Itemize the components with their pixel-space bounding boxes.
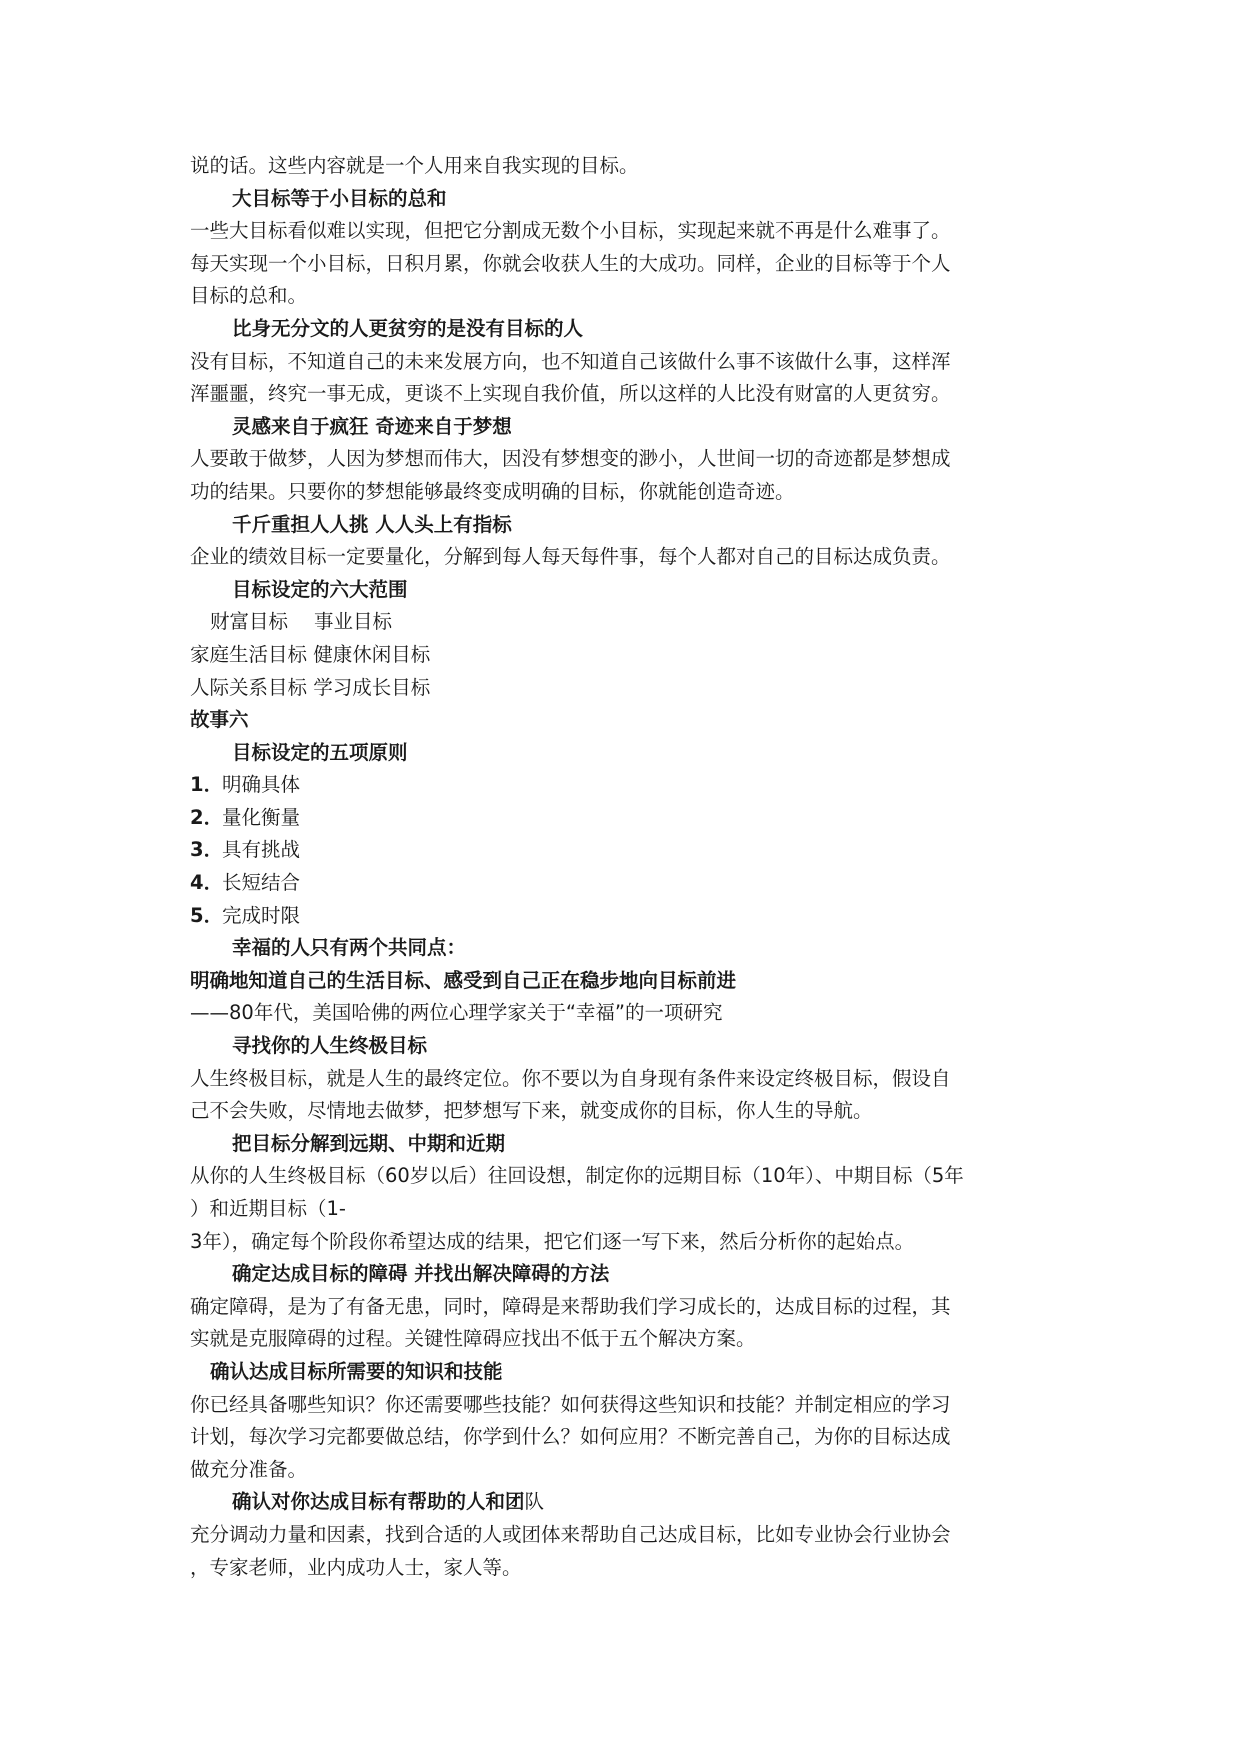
body-text: 充分调动力量和因素，找到合适的人或团体来帮助自己达成目标，比如专业协会行业协会 [190, 1522, 951, 1546]
body-text: 己不会失败，尽情地去做梦，把梦想写下来，就变成你的目标，你人生的导航。 [190, 1099, 873, 1123]
principle-text: 量化衡量 [222, 805, 301, 829]
section-heading: 灵感来自于疯狂 奇迹来自于梦想 [232, 414, 512, 438]
section-heading: 比身无分文的人更贫穷的是没有目标的人 [232, 316, 584, 340]
heading-bold-part: 确认对你达成目标有帮助的人和团 [232, 1490, 525, 1514]
goal-range-row [190, 672, 1060, 705]
body-text: 3年），确定每个阶段你希望达成的结果，把它们逐一写下来，然后分析你的起始点。 [190, 1229, 915, 1253]
principle-item [190, 802, 1060, 835]
body-text: ）和近期目标（1- [190, 1197, 346, 1220]
list-number: 3． [190, 838, 224, 862]
principle-item [190, 769, 1060, 802]
document-body [190, 150, 1060, 1584]
section-heading: 把目标分解到远期、中期和近期 [232, 1131, 506, 1155]
body-text: 一些大目标看似难以实现，但把它分割成无数个小目标，实现起来就不再是什么难事了。 [190, 219, 951, 243]
goal-range-item: 人际关系目标 [190, 675, 308, 699]
body-text: 你已经具备哪些知识？你还需要哪些技能？如何获得这些知识和技能？并制定相应的学习 [190, 1392, 951, 1416]
list-number: 4． [190, 871, 224, 895]
goal-range-row [190, 606, 1060, 639]
principle-text: 长短结合 [222, 871, 301, 895]
body-text: 计划，每次学习完都要做总结，你学到什么？如何应用？不断完善自己，为你的目标达成 [190, 1425, 951, 1449]
principle-item [190, 867, 1060, 900]
heading-normal-part: 队 [524, 1490, 545, 1514]
goal-range-item: 健康休闲目标 [313, 642, 431, 666]
section-heading: 目标设定的五项原则 [232, 740, 408, 764]
research-source: ——80年代，美国哈佛的两位心理学家关于“幸福”的一项研究 [190, 1001, 723, 1025]
section-heading: 确定达成目标的障碍 并找出解决障碍的方法 [232, 1262, 610, 1286]
body-text: 人要敢于做梦，人因为梦想而伟大，因没有梦想变的渺小，人世间一切的奇迹都是梦想成 [190, 447, 951, 471]
happiness-statement: 明确地知道自己的生活目标、感受到自己正在稳步地向目标前进 [190, 968, 737, 992]
goal-range-item: 财富目标 [210, 610, 289, 634]
section-heading [190, 1486, 1060, 1519]
goal-range-item: 家庭生活目标 [190, 642, 308, 666]
body-text: 功的结果。只要你的梦想能够最终变成明确的目标，你就能创造奇迹。 [190, 479, 795, 503]
principle-item [190, 900, 1060, 933]
body-text: 没有目标，不知道自己的未来发展方向，也不知道自己该做什么事不该做什么事，这样浑 [190, 349, 951, 373]
section-heading: 千斤重担人人挑 人人头上有指标 [232, 512, 512, 536]
goal-range-row [190, 639, 1060, 672]
body-text: 每天实现一个小目标，日积月累，你就会收获人生的大成功。同样，企业的目标等于个人 [190, 251, 951, 275]
body-text: 实就是克服障碍的过程。关键性障碍应找出不低于五个解决方案。 [190, 1327, 756, 1351]
body-text: 确定障碍，是为了有备无患，同时，障碍是来帮助我们学习成长的，达成目标的过程，其 [190, 1294, 951, 1318]
list-number: 2． [190, 805, 224, 829]
list-number: 1． [190, 773, 224, 797]
body-text: ，专家老师，业内成功人士，家人等。 [190, 1555, 522, 1579]
section-heading: 确认达成目标所需要的知识和技能 [210, 1359, 503, 1383]
goal-range-item: 事业目标 [314, 610, 393, 634]
body-text: 说的话。这些内容就是一个人用来自我实现的目标。 [190, 154, 639, 177]
goal-range-item: 学习成长目标 [313, 675, 431, 699]
story-label: 故事六 [190, 708, 249, 732]
body-text: 目标的总和。 [190, 284, 308, 308]
list-number: 5． [190, 903, 224, 927]
principle-item [190, 834, 1060, 867]
section-heading: 目标设定的六大范围 [232, 577, 408, 601]
body-text: 企业的绩效目标一定要量化，分解到每人每天每件事，每个人都对自己的目标达成负责。 [190, 545, 951, 569]
body-text: 做充分准备。 [190, 1457, 308, 1481]
principle-text: 明确具体 [222, 773, 301, 797]
section-heading: 大目标等于小目标的总和 [232, 186, 447, 210]
section-heading: 寻找你的人生终极目标 [232, 1034, 428, 1058]
body-text: 浑噩噩，终究一事无成，更谈不上实现自我价值，所以这样的人比没有财富的人更贫穷。 [190, 382, 951, 406]
body-text: 从你的人生终极目标（60岁以后）往回设想，制定你的远期目标（10年）、中期目标（5年 [190, 1164, 964, 1188]
section-heading: 幸福的人只有两个共同点： [232, 936, 467, 960]
principle-text: 完成时限 [222, 903, 301, 927]
body-text: 人生终极目标，就是人生的最终定位。你不要以为自身现有条件来设定终极目标，假设自 [190, 1066, 951, 1090]
principle-text: 具有挑战 [222, 838, 301, 862]
